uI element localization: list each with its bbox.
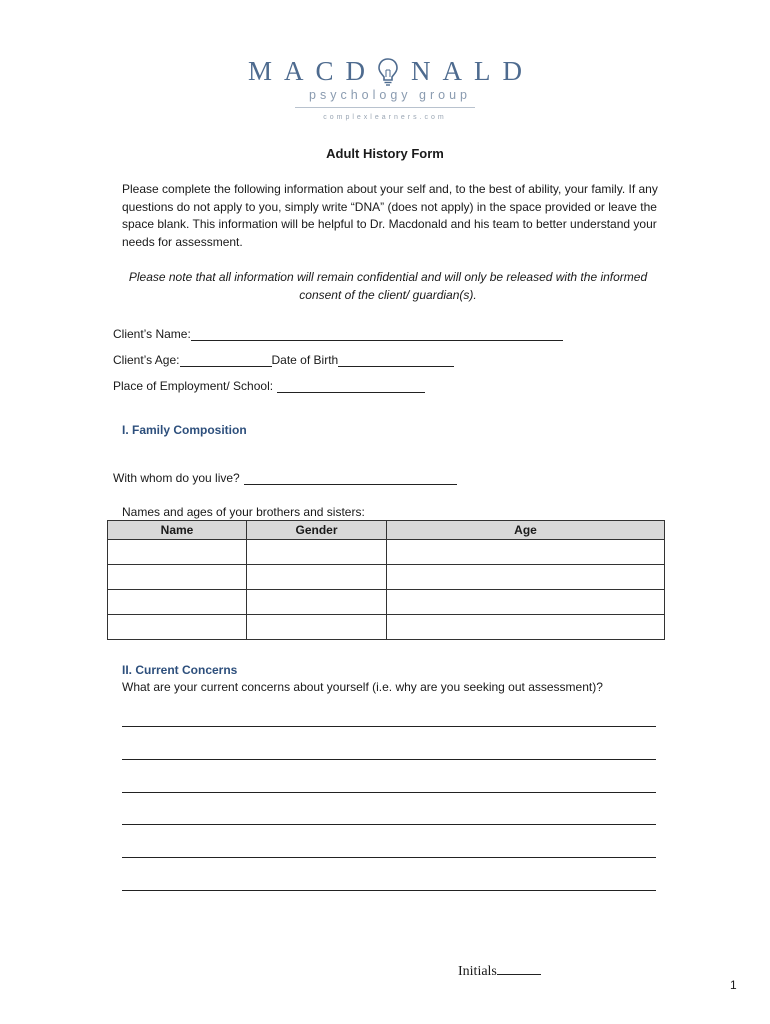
table-header-row (108, 521, 665, 540)
column-header-age: Age (387, 521, 665, 540)
logo-name-part-2: NALD (411, 56, 534, 86)
sibling-age-cell[interactable] (387, 615, 665, 640)
answer-line[interactable] (122, 726, 656, 727)
sibling-name-cell[interactable] (108, 615, 247, 640)
employment-label: Place of Employment/ School: (113, 379, 274, 393)
initials-label: Initials (458, 964, 497, 979)
client-name-input[interactable] (191, 328, 563, 341)
dob-label: Date of Birth (271, 353, 339, 367)
sibling-gender-cell[interactable] (247, 590, 387, 615)
sibling-age-cell[interactable] (387, 540, 665, 565)
client-age-input[interactable] (180, 354, 272, 367)
page-number: 1 (730, 978, 737, 992)
current-concerns-question: What are your current concerns about yourself (i.e. why are you seeking out assessment)? (122, 680, 603, 694)
dob-input[interactable] (338, 354, 454, 367)
sibling-name-cell[interactable] (108, 590, 247, 615)
client-age-field (113, 353, 454, 367)
sibling-gender-cell[interactable] (247, 565, 387, 590)
sibling-age-cell[interactable] (387, 590, 665, 615)
logo (0, 56, 770, 121)
employment-field (113, 379, 425, 393)
table-row (108, 590, 665, 615)
initials-input[interactable] (497, 961, 541, 975)
live-with-input[interactable] (244, 472, 457, 485)
table-row (108, 565, 665, 590)
table-row (108, 540, 665, 565)
logo-website: complexlearners.com (323, 114, 447, 121)
client-name-label: Client’s Name: (113, 327, 191, 341)
employment-input[interactable] (277, 380, 425, 393)
section-2-heading: II. Current Concerns (122, 663, 238, 677)
logo-divider (295, 107, 475, 108)
column-header-name: Name (108, 521, 247, 540)
form-title: Adult History Form (326, 146, 444, 161)
form-intro: Please complete the following information about your self and, to the best of ability, your family. If any questions do not apply to you, simply write “DNA” (does not apply) in the space provided or leave the space blank. This information will be helpful to Dr. Macdonald and his team to better understand your needs for assessment. (122, 182, 658, 249)
live-with-field (113, 471, 457, 485)
sibling-gender-cell[interactable] (247, 540, 387, 565)
sibling-name-cell[interactable] (108, 565, 247, 590)
live-with-label: With whom do you live? (113, 471, 240, 485)
lightbulb-icon (377, 57, 399, 87)
sibling-name-cell[interactable] (108, 540, 247, 565)
logo-wordmark (236, 56, 534, 87)
section-1-heading: I. Family Composition (122, 423, 247, 437)
client-name-field (113, 327, 563, 341)
answer-line[interactable] (122, 759, 656, 760)
logo-subtitle: psychology group (309, 88, 471, 102)
answer-line[interactable] (122, 857, 656, 858)
answer-line[interactable] (122, 890, 656, 891)
answer-line[interactable] (122, 792, 656, 793)
sibling-gender-cell[interactable] (247, 615, 387, 640)
sibling-age-cell[interactable] (387, 565, 665, 590)
siblings-label: Names and ages of your brothers and sisters: (122, 505, 365, 519)
logo-name-part-1: MACD (247, 56, 377, 86)
initials-field (458, 961, 541, 980)
answer-line[interactable] (122, 824, 656, 825)
siblings-table (107, 520, 665, 640)
column-header-gender: Gender (247, 521, 387, 540)
table-row (108, 615, 665, 640)
client-age-label: Client’s Age: (113, 353, 180, 367)
confidentiality-note: Please note that all information will remain confidential and will only be released with the informed consent of the client/ guardian(s). (128, 270, 648, 302)
